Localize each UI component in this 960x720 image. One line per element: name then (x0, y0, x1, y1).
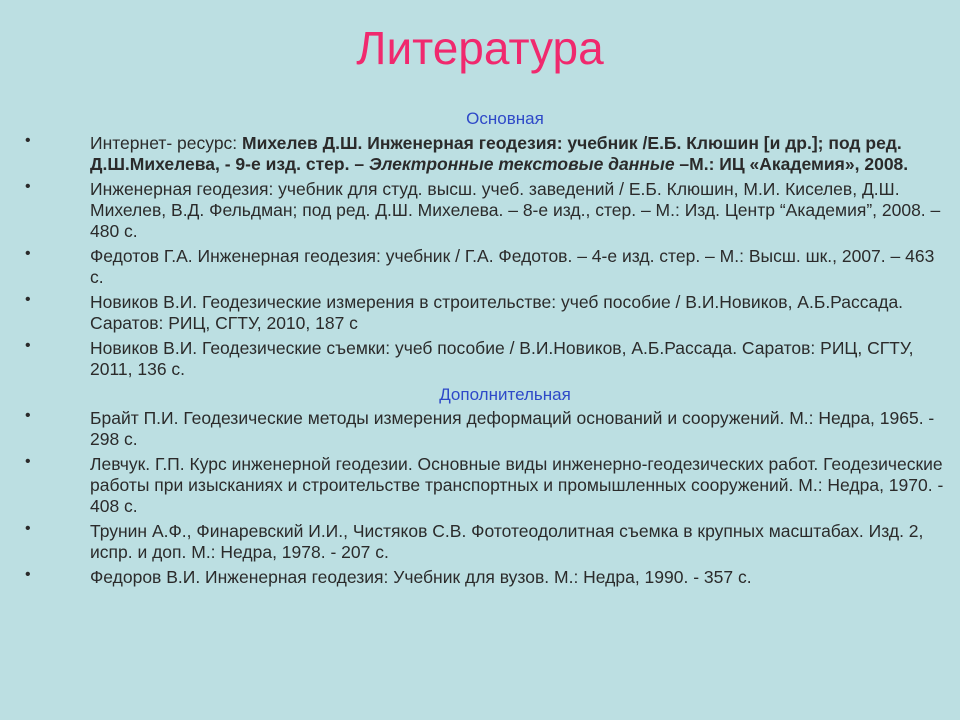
references-list (25, 108, 945, 592)
bullet-icon: • (25, 453, 31, 470)
bullet-icon: • (25, 520, 31, 537)
reference-item (25, 521, 945, 563)
reference-text: Федотов Г.А. Инженерная геодезия: учебник / Г.А. Федотов. – 4-е изд. стер. – М.: Высш. шк., 2007. – 463 с. (90, 246, 935, 287)
reference-text: Новиков В.И. Геодезические измерения в строительстве: учеб пособие / В.И.Новиков, А.Б.Рассада. Саратов: РИЦ, СГТУ, 2010, 187 с (90, 292, 904, 333)
reference-text: Брайт П.И. Геодезические методы измерения деформаций оснований и сооружений. М.: Недра, 1965. - 298 с. (90, 408, 935, 449)
bullet-icon: • (25, 407, 31, 424)
reference-bold-suffix: –М.: ИЦ «Академия», 2008. (674, 154, 909, 174)
section-heading-extra: Дополнительная (439, 385, 571, 404)
reference-text: Левчук. Г.П. Курс инженерной геодезии. Основные виды инженерно-геодезических работ. Геодезические работы при изысканиях и строительстве транспортных и промышленных сооружений. М.: Недра, 1970. - 408 с. (90, 454, 944, 516)
reference-item (25, 179, 945, 242)
reference-prefix: Интернет- ресурс: (90, 133, 243, 153)
reference-item (25, 246, 945, 288)
slide-title: Литература (356, 22, 604, 74)
reference-text: Новиков В.И. Геодезические съемки: учеб пособие / В.И.Новиков, А.Б.Рассада. Саратов: РИЦ, СГТУ, 2011, 136 с. (90, 338, 914, 379)
bullet-icon: • (25, 178, 31, 195)
reference-bold-text: Михелев Д.Ш. Инженерная геодезия: учебник /Е.Б. Клюшин [и др.]; под ред. Д.Ш.Михелева, - 9-е изд. стер. – (90, 133, 902, 174)
reference-item (25, 408, 945, 450)
bullet-icon: • (25, 132, 31, 149)
reference-text: Федоров В.И. Инженерная геодезия: Учебник для вузов. М.: Недра, 1990. - 357 с. (90, 567, 752, 587)
reference-italic-text: Электронные текстовые данные (368, 154, 675, 174)
reference-text: Трунин А.Ф., Финаревский И.И., Чистяков С.В. Фототеодолитная съемка в крупных масштабах. Изд. 2, испр. и доп. М.: Недра, 1978. - 207 с. (90, 521, 924, 562)
section-heading-main: Основная (466, 109, 544, 128)
reference-item (25, 292, 945, 334)
bullet-icon: • (25, 337, 31, 354)
reference-item (25, 133, 945, 175)
bullet-icon: • (25, 245, 31, 262)
reference-item (25, 454, 945, 517)
reference-item (25, 567, 945, 588)
reference-item (25, 338, 945, 380)
bullet-icon: • (25, 291, 31, 308)
bullet-icon: • (25, 566, 31, 583)
reference-text: Инженерная геодезия: учебник для студ. высш. учеб. заведений / Е.Б. Клюшин, М.И. Киселев, Д.Ш. Михелев, В.Д. Фельдман; под ред. Д.Ш. Михелева. – 8-е изд., стер. – М.: Изд. Центр “Академия”, 2008. – 480 с. (90, 179, 941, 241)
